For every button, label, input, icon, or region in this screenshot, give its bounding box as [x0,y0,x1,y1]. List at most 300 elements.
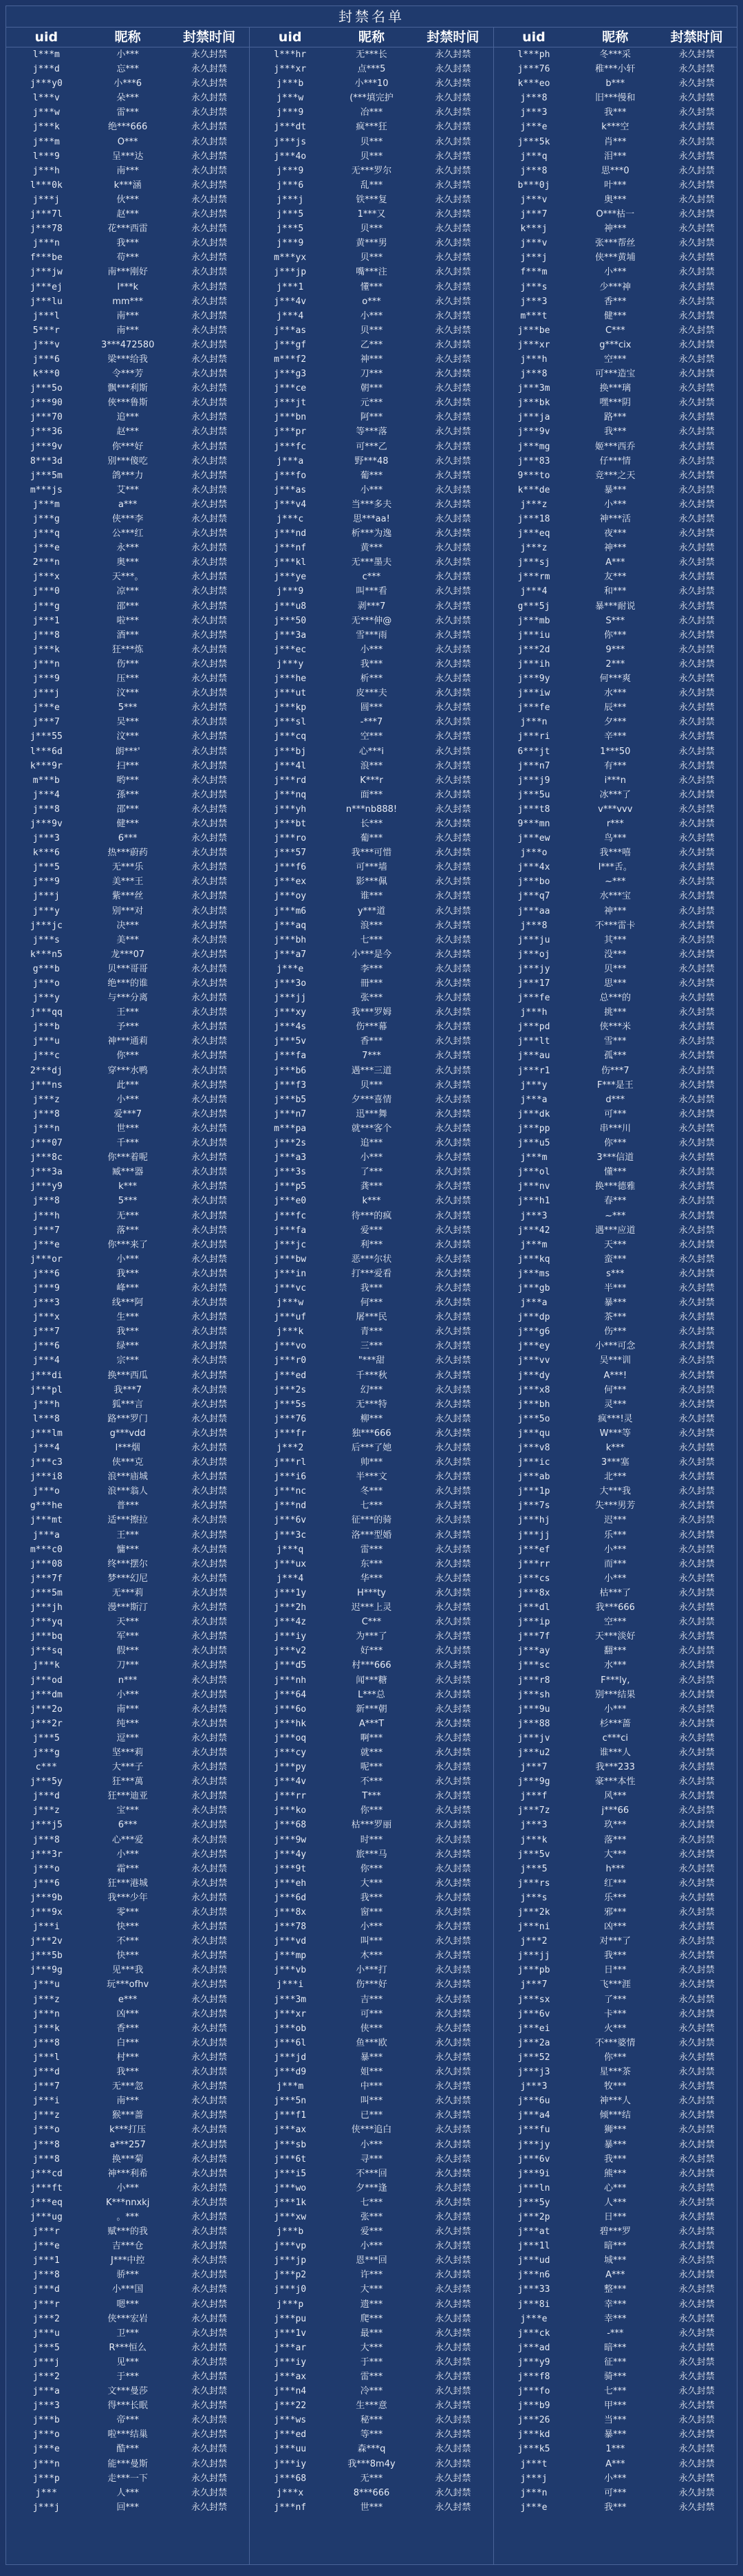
ban-time-cell: 永久封禁 [435,1268,471,1279]
nickname-cell: 当*** [604,2415,627,2426]
ban-row [494,889,737,903]
uid-cell: j***r0 [274,1355,307,1366]
ban-row [494,1150,737,1165]
ban-time-cell: 永久封禁 [435,2139,471,2150]
uid-cell: j***9 [277,107,304,118]
ban-time-cell: 永久封禁 [678,1805,715,1816]
nickname-cell: 暗*** [604,2241,627,2252]
uid-cell: j***2h [274,1602,307,1613]
nickname-cell: C*** [605,325,625,336]
ban-row [250,1673,493,1688]
ban-time-cell: 永久封禁 [435,2401,471,2412]
nickname-cell: 大*** [360,1878,383,1889]
ban-row [6,1339,249,1353]
nickname-cell: 卡*** [604,2008,627,2019]
uid-cell: j***h1 [517,1196,550,1207]
ban-row [6,2196,249,2210]
ban-time-cell: 永久封禁 [678,1863,715,1874]
nickname-cell: 和*** [604,586,627,597]
ban-time-cell: 永久封禁 [678,1312,715,1323]
uid-cell: j***07 [30,1138,63,1149]
ban-row [6,584,249,599]
ban-time-cell: 永久封禁 [191,209,228,220]
ban-row [494,1774,737,1789]
uid-cell: j***6t [274,2154,307,2165]
ban-row [6,1891,249,1905]
uid-cell: j***q7 [517,891,550,902]
ban-time-cell: 永久封禁 [678,934,715,945]
ban-row [494,469,737,483]
uid-cell: l***0k [30,180,63,191]
nickname-cell: 熊*** [604,2168,627,2179]
uid-cell: j***dl [517,1602,550,1613]
uid-cell: j***xr [274,64,307,75]
ban-row [6,1194,249,1208]
ban-time-cell: 永久封禁 [435,674,471,685]
ban-row [250,1543,493,1557]
nickname-cell: 暴*** [604,2429,627,2440]
uid-cell: g***b [32,963,60,974]
uid-cell: j***9 [277,238,304,249]
nickname-cell: 侠***黄埔 [595,253,636,264]
ban-time-cell: 永久封禁 [435,1428,471,1439]
ban-time-cell: 永久封禁 [678,1530,715,1541]
nickname-cell: 我*** [360,1892,383,1903]
nickname-cell: 谁*** [360,891,383,902]
nickname-cell: 析*** [360,674,383,685]
nickname-cell: 香*** [116,2023,139,2034]
nickname-cell: S*** [605,615,625,626]
uid-cell: j***i5 [274,2168,307,2179]
nickname-cell: 村*** [116,2052,139,2063]
uid-cell: j***7 [520,1762,548,1773]
nickname-cell: 邪*** [604,1907,627,1918]
uid-cell: j***3a [274,630,307,641]
nickname-cell: 贝*** [360,151,383,162]
uid-cell: j***1l [517,2241,550,2252]
nickname-cell: 线***阿 [111,1298,144,1309]
nickname-cell: 小***国 [111,2284,144,2295]
uid-cell: j***ay [517,1646,550,1657]
ban-row [250,1339,493,1353]
uid-cell: j***b [32,2415,60,2426]
nickname-cell: h*** [605,1863,625,1874]
ban-row [250,250,493,265]
ban-row [6,1426,249,1441]
ban-row [494,323,737,338]
ban-time-cell: 永久封禁 [435,1951,471,1962]
nickname-cell: 旅***马 [356,1849,387,1860]
ban-time-cell: 永久封禁 [191,2182,228,2193]
uid-cell: j***n4 [274,2386,307,2397]
ban-row [250,2152,493,2167]
ban-row [6,1324,249,1339]
ban-time-cell: 永久封禁 [191,1805,228,1816]
uid-cell: j***v8 [517,1443,550,1453]
ban-time-cell: 永久封禁 [191,1587,228,1598]
ban-row [6,2427,249,2442]
uid-cell: j***c [32,1051,60,1062]
nickname-cell: 心***i [358,746,385,757]
ban-time-cell: 永久封禁 [435,2096,471,2107]
nickname-cell: 暴*** [360,2052,383,2063]
uid-cell: j***3 [520,107,548,118]
nickname-cell: k*** [118,1181,138,1192]
ban-time-cell: 永久封禁 [435,1152,471,1163]
ban-row [6,1165,249,1179]
uid-cell: j***m [277,2081,304,2092]
ban-row [6,1179,249,1194]
ban-row [6,1020,249,1034]
uid-cell: j***pp [517,1123,550,1134]
uid-cell: j***55 [30,731,63,742]
uid-cell: j***9 [32,1282,60,1294]
uid-cell: j***bq [30,1631,63,1642]
ban-time-cell: 永久封禁 [678,1138,715,1149]
uid-cell: c*** [35,1762,57,1773]
uid-cell: j***i [32,2096,60,2107]
ban-row [6,541,249,555]
uid-cell: j***5n [274,2096,307,2107]
ban-time-cell: 永久封禁 [678,180,715,191]
ban-time-cell: 永久封禁 [678,1907,715,1918]
nickname-cell: 无***罗尔 [351,165,392,176]
nickname-cell: 5*** [118,1196,138,1207]
nickname-cell: 不*** [360,1777,383,1788]
uid-cell: j***w [277,93,304,104]
ban-row [494,309,737,323]
ban-row [250,1005,493,1020]
uid-cell: j***i8 [30,1472,63,1483]
uid-cell: j***9g [30,1965,63,1976]
ban-row [494,1586,737,1600]
uid-cell: j***ja [517,412,550,423]
ban-row [250,410,493,425]
uid-cell: j***9g [517,1777,550,1788]
uid-cell: j***kq [517,1254,550,1265]
ban-row [250,1136,493,1150]
uid-cell: j***5 [520,1863,548,1874]
uid-cell: j***0 [32,586,60,597]
ban-time-cell: 永久封禁 [435,1936,471,1947]
uid-cell: j***7 [520,1979,548,1990]
ban-row [6,2210,249,2224]
nickname-cell: 碧***罗 [599,2226,632,2237]
ban-time-cell: 永久封禁 [191,1327,228,1338]
uid-cell: j***2 [32,2313,60,2324]
ban-row [250,1862,493,1876]
uid-cell: j***78 [274,1922,307,1933]
nickname-cell: 了*** [604,1994,627,2005]
ban-row [250,1934,493,1949]
ban-row [250,628,493,643]
uid-cell: j***pd [517,1022,550,1033]
ban-time-cell: 永久封禁 [191,920,228,931]
uid-cell: j***9 [32,674,60,685]
nickname-cell: 邵*** [116,601,139,612]
nickname-cell: 3***信道 [596,1152,634,1163]
uid-cell: j***cs [517,1573,550,1584]
ban-time-cell: 永久封禁 [435,615,471,626]
ban-row [250,614,493,628]
ban-row [250,2239,493,2253]
uid-cell: j***8 [32,630,60,641]
ban-row [6,1353,249,1368]
nickname-cell: s*** [606,1268,625,1279]
ban-time-cell: 永久封禁 [435,2081,471,2092]
uid-cell: j***1 [277,281,304,292]
ban-time-cell: 永久封禁 [191,1443,228,1453]
ban-time-cell: 永久封禁 [435,151,471,162]
ban-time-cell: 永久封禁 [435,484,471,495]
uid-cell: j***5y [30,1777,63,1788]
ban-row [250,1963,493,1977]
uid-cell: j***n6 [517,2270,550,2281]
uid-cell: 2***n [32,557,60,568]
ban-row [250,454,493,469]
nickname-cell: 雪*** [604,1036,627,1047]
ban-time-cell: 永久封禁 [191,281,228,292]
ban-time-cell: 永久封禁 [678,369,715,380]
ban-row [494,2065,737,2079]
ban-row [6,2457,249,2471]
nickname-cell: 独***666 [352,1428,391,1439]
uid-cell: j***4l [274,760,307,771]
nickname-cell: 懂*** [360,281,383,292]
nickname-cell: 黄***男 [356,238,387,249]
nickname-cell: 小*** [116,1254,139,1265]
ban-row [494,2123,737,2137]
ban-row [494,628,737,643]
nickname-cell: 叶*** [604,180,627,191]
nickname-cell: 香*** [604,296,627,307]
nickname-cell: 三*** [360,1341,383,1352]
uid-cell: k***6 [32,848,60,859]
ban-time-cell: 永久封禁 [191,2429,228,2440]
ban-time-cell: 永久封禁 [678,2372,715,2382]
ban-time-cell: 永久封禁 [191,877,228,888]
header-ban-time: 封禁时间 [183,30,236,45]
nickname-cell: 臧***器 [111,1167,144,1178]
ban-row [6,526,249,541]
uid-cell: m***t [520,310,548,321]
ban-time-cell: 永久封禁 [191,514,228,524]
ban-row [494,294,737,309]
ban-time-cell: 永久封禁 [435,165,471,176]
ban-time-cell: 永久封禁 [435,2313,471,2324]
uid-cell: j***9u [517,1704,550,1715]
ban-time-cell: 永久封禁 [678,151,715,162]
ban-row [6,1150,249,1165]
ban-row [6,2398,249,2413]
uid-cell: j***7z [517,1805,550,1816]
uid-cell: j***iy [274,2357,307,2368]
ban-time-cell: 永久封禁 [191,1239,228,1250]
nickname-cell: 华*** [360,1573,383,1584]
ban-time-cell: 永久封禁 [678,1573,715,1584]
nickname-cell: 稚***小轩 [595,64,636,75]
ban-time-cell: 永久封禁 [191,441,228,452]
nickname-cell: 压*** [116,674,139,685]
nickname-cell: 普*** [116,1501,139,1512]
uid-cell: m***b [32,775,60,786]
nickname-cell: 别***对 [111,905,144,916]
nickname-cell: 追*** [360,1138,383,1149]
ban-time-cell: 永久封禁 [191,1718,228,1729]
ban-time-cell: 永久封禁 [678,586,715,597]
ban-row [6,1209,249,1223]
nickname-cell: 牧*** [604,2081,627,2092]
nickname-cell: 元*** [360,398,383,409]
uid-cell: j***iw [517,688,550,699]
ban-time-cell: 永久封禁 [191,296,228,307]
ban-row [6,91,249,105]
ban-row [250,874,493,889]
ban-time-cell: 永久封禁 [191,1994,228,2005]
ban-time-cell: 永久封禁 [435,1051,471,1062]
ban-row [250,1876,493,1891]
nickname-cell: 1***又 [357,209,386,220]
ban-time-cell: 永久封禁 [435,2241,471,2252]
ban-row [6,1920,249,1934]
ban-row [494,1905,737,1920]
uid-cell: j***h [520,354,548,365]
ban-time-cell: 永久封禁 [191,470,228,481]
nickname-cell: 不***婆情 [595,2037,636,2048]
ban-row [250,700,493,715]
ban-time-cell: 永久封禁 [678,1196,715,1207]
page-title: 封禁名单 [6,6,737,28]
nickname-cell: 生***意 [356,2401,387,2412]
nickname-cell: 你*** [360,1863,383,1874]
ban-row [6,2021,249,2036]
uid-cell: j***ef [517,1544,550,1555]
ban-time-cell: 永久封禁 [435,1660,471,1671]
uid-cell: j***au [517,1051,550,1062]
ban-time-cell: 永久封禁 [191,1254,228,1265]
ban-row [250,1600,493,1615]
ban-row [494,1412,737,1426]
nickname-cell: 寻*** [360,2154,383,2165]
ban-row [250,2007,493,2021]
ban-time-cell: 永久封禁 [435,455,471,466]
uid-cell: j***6v [517,2154,550,2165]
nickname-cell: 阿*** [360,412,383,423]
ban-time-cell: 永久封禁 [435,1762,471,1773]
ban-time-cell: 永久封禁 [435,1472,471,1483]
ban-row [494,1949,737,1963]
nickname-cell: 森***q [357,2444,386,2455]
uid-cell: j***py [274,1762,307,1773]
nickname-cell: 空*** [604,1617,627,1628]
ban-row [250,149,493,164]
uid-cell: j***4o [274,151,307,162]
nickname-cell: A*** [605,2270,625,2281]
nickname-cell: 贝*** [360,224,383,235]
ban-time-cell: 永久封禁 [435,688,471,699]
ban-time-cell: 永久封禁 [678,1065,715,1076]
nickname-cell: 世*** [116,1123,139,1134]
uid-cell: j***v [520,238,548,249]
ban-time-cell: 永久封禁 [435,775,471,786]
nickname-cell: 朵*** [116,93,139,104]
ban-row [494,570,737,584]
ban-row [6,323,249,338]
nickname-cell: 不***回 [356,2168,387,2179]
uid-cell: j***iy [274,2458,307,2469]
nickname-cell: v***vvv [598,804,633,815]
ban-row [6,773,249,788]
uid-cell: j***70 [30,412,63,423]
ban-row [6,469,249,483]
nickname-cell: 整*** [604,2284,627,2295]
uid-cell: j***j5 [30,1820,63,1831]
nickname-cell: 圆*** [360,702,383,713]
ban-row [250,236,493,250]
nickname-cell: 冰***了 [599,789,632,800]
ban-row [494,410,737,425]
ban-time-cell: 永久封禁 [191,310,228,321]
nickname-cell: 无***乐 [111,862,144,873]
ban-row [494,1281,737,1296]
ban-time-cell: 永久封禁 [191,1922,228,1933]
ban-row [494,1528,737,1543]
nickname-cell: 水*** [604,1660,627,1671]
uid-cell: m***c0 [30,1544,63,1555]
ban-time-cell: 永久封禁 [678,630,715,641]
uid-cell: j***bt [274,818,307,829]
ban-row [494,2167,737,2181]
nickname-cell: ~*** [605,877,626,888]
ban-row [250,1803,493,1818]
uid-cell: j***h [32,1210,60,1221]
ban-row [494,773,737,788]
nickname-cell: l***k [117,281,138,292]
ban-row [6,1267,249,1281]
ban-time-cell: 永久封禁 [435,1979,471,1990]
ban-time-cell: 永久封禁 [435,993,471,1004]
uid-cell: j***e [32,2241,60,2252]
ban-row [494,657,737,672]
nickname-cell: 而*** [604,1558,627,1569]
ban-row [6,1064,249,1078]
ban-row [6,2167,249,2181]
ban-time-cell: 永久封禁 [191,1167,228,1178]
ban-time-cell: 永久封禁 [435,310,471,321]
nickname-cell: 浪***翁人 [107,1486,148,1497]
uid-cell: j***9 [32,877,60,888]
ban-row [250,91,493,105]
ban-time-cell: 永久封禁 [435,224,471,235]
ban-time-cell: 永久封禁 [435,1907,471,1918]
ban-time-cell: 永久封禁 [678,877,715,888]
nickname-cell: 南*** [116,165,139,176]
nickname-cell: 你***好 [111,441,144,452]
ban-time-cell: 永久封禁 [678,238,715,249]
ban-time-cell: 永久封禁 [435,267,471,278]
ban-time-cell: 永久封禁 [191,50,228,60]
ban-row [6,2486,249,2500]
uid-cell: j***nc [274,1486,307,1497]
nickname-cell: 当***多夫 [351,499,392,510]
ban-time-cell: 永久封禁 [678,1979,715,1990]
ban-row [494,933,737,947]
ban-row [6,700,249,715]
nickname-cell: 恶***尔状 [351,1254,392,1265]
nickname-cell: 何*** [604,1384,627,1395]
ban-row [494,1484,737,1499]
ban-time-cell: 永久封禁 [191,354,228,365]
